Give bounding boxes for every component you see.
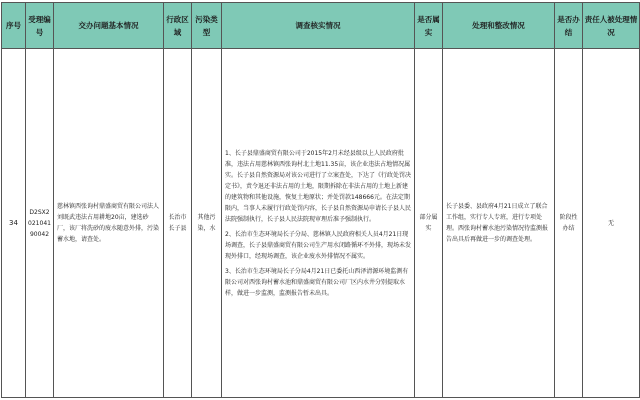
header-region: 行政区域	[164, 3, 192, 49]
investigation-paragraph: 3、长治市生态环境局长子分局4月21日已委托山西泽清源环境监测有限公司对西张询村蓄水池和鼎盛商贸有限公司厂区内水井分别提取水样，做进一步监测，监测报告暂未出具。	[225, 267, 409, 297]
header-case-id: 受理编号	[26, 3, 54, 49]
cell-closed: 阶段性办结	[555, 49, 583, 398]
cell-region: 长治市长子县	[164, 49, 192, 398]
investigation-paragraph: 2、长治市生态环境局长子分局、慈林镇人民政府相关人员4月21日现场调查，长子县鼎盛商贸有限公司生产用水闭路循环不外排，现场未发现外排口，经现场调查，该企业废水外排情况不属实。	[225, 230, 412, 260]
cell-seq: 34	[2, 49, 26, 398]
header-closed: 是否办结	[555, 3, 583, 49]
header-pollution-type: 污染类型	[192, 3, 222, 49]
cell-pollution-type: 其他污染，水	[192, 49, 222, 398]
investigation-paragraph: 1、长子县鼎盛商贸有限公司于2015年2月未经县级以上人民政府批准，违法占用慈林镇西张询村北土地11.35亩，该企业违法占地情况属实。长子县自然资源局对该公司进行了立案查处，下达了《行政处罚决定书》，责令退还非法占用的土地，限期拆除在非法占用的土地上新建的建筑物和其他设施，恢复土地原状；并处罚款148666元。在法定期限内，当事人未履行行政处罚内容，长子县自然资源局申请长子县人民法院强制执行，长子县人民法院现审理后准予强制执行。	[225, 149, 412, 223]
case-table	[1, 2, 640, 398]
header-issue: 交办问题基本情况	[54, 3, 164, 49]
cell-handling: 长子县委、县政府4月21日成立了联合工作组，实行专人专班，进行专项处理。西张询村蓄水池污染情况待监测报告出具后再做进一步的调查处理。	[443, 49, 555, 398]
table-row	[2, 49, 640, 398]
cell-issue: 慈林镇西张询村鼎盛商贸有限公司法人刘既武违法占用耕地20亩，建选砂厂，该厂将洗砂的废水随意外排，污染蓄水地，请查处。	[54, 49, 164, 398]
cell-verified: 部分属实	[415, 49, 443, 398]
cell-case-id: D2SX202104190042	[26, 49, 54, 398]
header-row	[2, 3, 640, 49]
header-seq: 序号	[2, 3, 26, 49]
cell-investigation	[222, 49, 415, 398]
header-verified: 是否属实	[415, 3, 443, 49]
header-accountability: 责任人被处理情况	[583, 3, 640, 49]
header-investigation: 调查核实情况	[222, 3, 415, 49]
cell-accountability: 无	[583, 49, 640, 398]
header-handling: 处理和整改情况	[443, 3, 555, 49]
